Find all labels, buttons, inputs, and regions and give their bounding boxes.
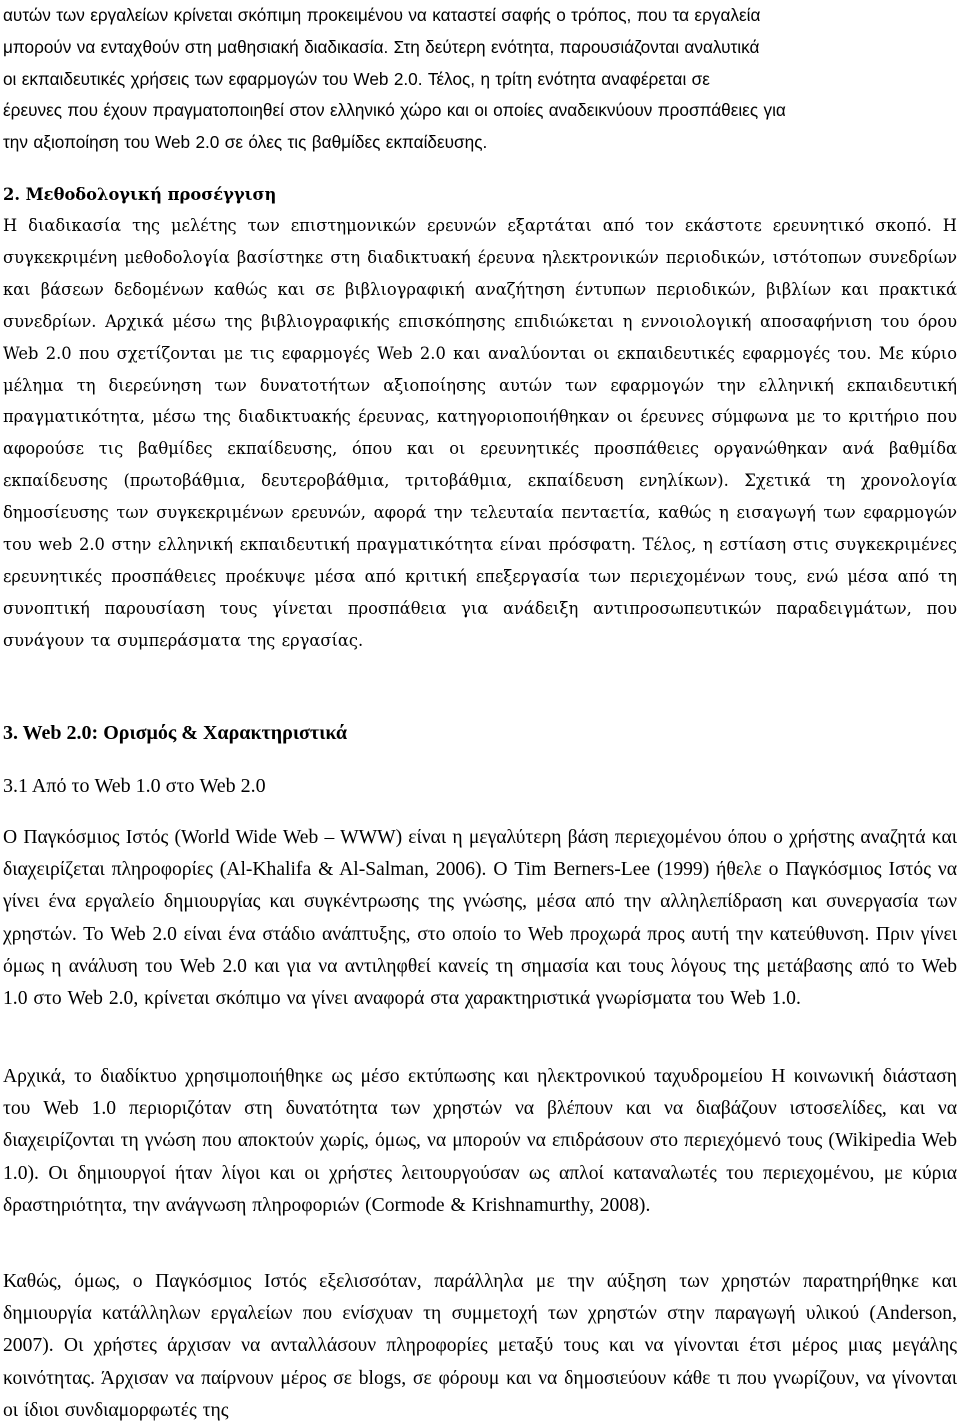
body-paragraph-evolution: Καθώς, όμως, ο Παγκόσμιος Ιστός εξελισσόταν, παράλληλα με την αύξηση των χρηστών παρατηρήθηκε και δημιουργία κατάλληλων εργαλείων που ενίσχυαν τη συμμετοχή των χρηστών στην παραγωγή υλικού (Anderson, 2007). Οι χρήστες άρχισαν να ανταλλάσουν πληροφορίες μεταξύ τους και να γίνονται έτσι μέρος μιας μεγάλης κοινότητας. Άρχισαν να παίρνουν μέρος σε blogs, σε φόρουμ και να δημοσιεύουν κάθε τι που γνωρίζουν, να γίνονται οι ίδιοι συνδιαμορφωτές της [3, 1271, 957, 1421]
section-2-heading: 2. Μεθοδολογική προσέγγιση [3, 185, 277, 204]
intro-line: την αξιοποίηση του Web 2.0 σε όλες τις βαθμίδες εκπαίδευσης. [3, 132, 488, 153]
methodology-paragraph: Η διαδικασία της μελέτης των επιστημονικών ερευνών εξαρτάται από τον εκάστοτε ερευνητικό σκοπό. Η συγκεκριμένη μεθοδολογία βασίστηκε στη διαδικτυακή έρευνα ηλεκτρονικών περιοδικών, ιστότοπων συνεδρίων και βάσεων δεδομένων καθώς και σε βιβλιογραφική αναζήτηση έντυπων περιοδικών, βιβλίων και πρακτικά συνεδρίων. Αρχικά μέσω της βιβλιογραφικής επισκόπησης επιδιώκεται η εννοιολογική αποσαφήνιση του όρου Web 2.0 που σχετίζονται με τις εφαρμογές Web 2.0 και αναλύονται οι εκπαιδευτικές εφαρμογές του. Με κύριο μέλημα τη διερεύνηση των δυνατοτήτων αξιοποίησης αυτών των εφαρμογών την ελληνική εκπαιδευτική πραγματικότητα, μέσω της διαδικτυακής έρευνας, κατηγοριοποιήθηκαν οι έρευνες σύμφωνα με το κριτήριο που αφορούσε τις βαθμίδες εκπαίδευσης, όπου και οι ερευνητικές προσπάθειες οργανώθηκαν ανά βαθμίδα εκπαίδευσης (πρωτοβάθμια, δευτεροβάθμια, τριτοβάθμια, εκπαίδευση ενηλίκων). Σχετικά τη χρονολογία δημοσίευσης των συγκεκριμένων ερευνών, αφορά την τελευταία πενταετία, καθώς η εισαγωγή των εφαρμογών του web 2.0 στην ελληνική εκπαιδευτική πραγματικότητα είναι πρόσφατη. Τέλος, η εστίαση στις συγκεκριμένες ερευνητικές προσπάθειες προέκυψε μέσα από κριτική επεξεργασία των περιεχομένων τους, ενώ μέσα από τη συνοπτική παρουσίαση τους γίνεται προσπάθεια για ανάδειξη αντιπροσωπευτικών παραδειγμάτων, που συνάγουν τα συμπεράσματα της εργασίας. [3, 216, 957, 650]
intro-line: οι εκπαιδευτικές χρήσεις των εφαρμογών του Web 2.0. Τέλος, η τρίτη ενότητα αναφέρεται σε [3, 68, 710, 89]
section-3-1-heading: 3.1 Από το Web 1.0 στο Web 2.0 [3, 775, 266, 797]
intro-paragraph [3, 0, 957, 159]
body-paragraph-web1: Αρχικά, το διαδίκτυο χρησιμοποιήθηκε ως μέσο εκτύπωσης και ηλεκτρονικού ταχυδρομείου Η κοινωνική διάσταση του Web 1.0 περιοριζόταν στη δυνατότητα των χρηστών να βλέπουν και να διαβάζουν ιστοσελίδες, και να διαχειρίζονται τη γνώση που αποκτούν χωρίς, όμως, να μπορούν να επιδράσουν στο περιεχόμενό τους (Wikipedia Web 1.0). Οι δημιουργοί ήταν λίγοι και οι χρήστες λειτουργούσαν ως απλοί καταναλωτές του περιεχομένου, με κύρια δραστηριότητα, την ανάγνωση πληροφοριών (Cormode & Krishnamurthy, 2008). [3, 1066, 957, 1216]
section-3-heading: 3. Web 2.0: Ορισμός & Χαρακτηριστικά [3, 722, 348, 744]
intro-line: έρευνες που έχουν πραγματοποιηθεί στον ελληνικό χώρο και οι οποίες αναδεικνύουν προσπάθειες για [3, 100, 786, 121]
intro-line: αυτών των εργαλείων κρίνεται σκόπιμη προκειμένου να καταστεί σαφής ο τρόπος, που τα εργαλεία [3, 5, 761, 25]
body-paragraph-www: Ο Παγκόσμιος Ιστός (World Wide Web – WWW) είναι η μεγαλύτερη βάση περιεχομένου όπου ο χρήστης αναζητά και διαχειρίζεται πληροφορίες (Al-Khalifa & Al-Salman, 2006). Ο Tim Berners-Lee (1999) ήθελε ο Παγκόσμιος Ιστός να γίνει ένα εργαλείο δημιουργίας και συγκέντρωσης της γνώσης, μέσα από την αλληλεπίδραση και συνεργασία των χρηστών. Το Web 2.0 είναι ένα στάδιο ανάπτυξης, στο οποίο το Web προχωρά προς αυτή την κατεύθυνση. Πριν γίνει όμως η ανάλυση του Web 2.0 και για να αντιληφθεί κανείς τη σημασία και τους λόγους της μετάβασης από το Web 1.0 στο Web 2.0, κρίνεται σκόπιμο να γίνει αναφορά στα χαρακτηριστικά γνωρίσματα του Web 1.0. [3, 827, 957, 1010]
intro-line: μπορούν να ενταχθούν στη μαθησιακή διαδικασία. Στη δεύτερη ενότητα, παρουσιάζονται αναλυτικά [3, 36, 760, 57]
